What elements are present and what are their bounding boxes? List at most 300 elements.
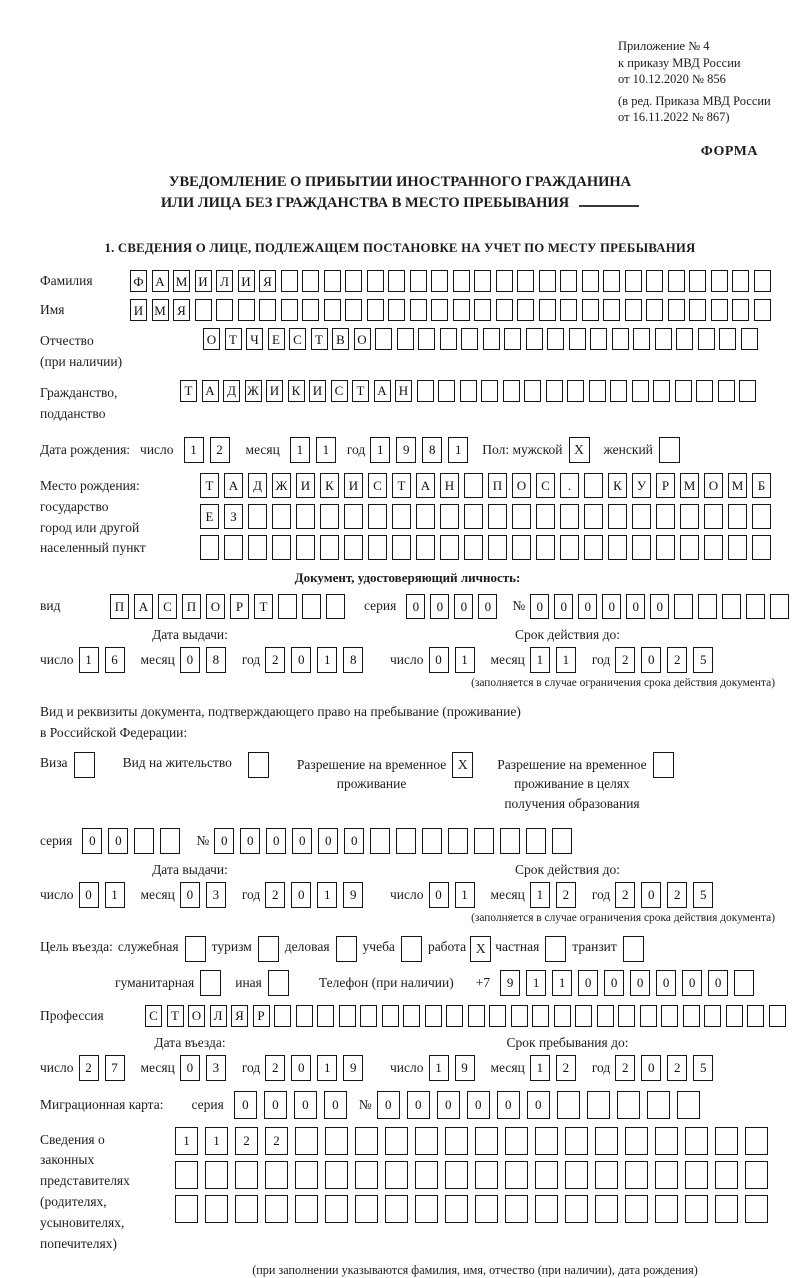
char-cell[interactable]: Ж <box>245 380 262 402</box>
char-cell[interactable] <box>295 1127 318 1155</box>
char-cell[interactable] <box>734 970 754 996</box>
char-cell[interactable] <box>696 380 713 402</box>
char-cell[interactable]: З <box>224 504 243 529</box>
char-cell[interactable]: Я <box>173 299 190 321</box>
char-cell[interactable]: 7 <box>105 1055 125 1081</box>
char-cell[interactable] <box>468 1005 485 1027</box>
char-cell[interactable] <box>418 328 435 350</box>
char-cell[interactable] <box>274 1005 291 1027</box>
purpose-business-trip-checkbox[interactable] <box>185 936 206 962</box>
char-cell[interactable] <box>711 299 728 321</box>
char-cell[interactable] <box>339 1005 356 1027</box>
char-cell[interactable] <box>526 328 543 350</box>
char-cell[interactable]: Л <box>210 1005 227 1027</box>
char-cell[interactable]: 2 <box>210 437 230 463</box>
char-cell[interactable] <box>698 328 715 350</box>
char-cell[interactable] <box>500 828 520 854</box>
char-cell[interactable] <box>431 299 448 321</box>
char-cell[interactable]: П <box>488 473 507 498</box>
char-cell[interactable] <box>385 1195 408 1223</box>
char-cell[interactable]: 0 <box>407 1091 430 1119</box>
char-cell[interactable] <box>416 504 435 529</box>
char-cell[interactable] <box>224 535 243 560</box>
char-cell[interactable] <box>344 535 363 560</box>
char-cell[interactable] <box>397 328 414 350</box>
char-cell[interactable] <box>445 1161 468 1189</box>
char-cell[interactable] <box>633 328 650 350</box>
char-cell[interactable] <box>496 299 513 321</box>
char-cell[interactable]: Е <box>200 504 219 529</box>
char-cell[interactable] <box>535 1127 558 1155</box>
char-cell[interactable]: 0 <box>324 1091 347 1119</box>
char-cell[interactable]: 0 <box>604 970 624 996</box>
char-cell[interactable]: 2 <box>79 1055 99 1081</box>
char-cell[interactable]: 2 <box>265 647 285 673</box>
char-cell[interactable]: 0 <box>266 828 286 854</box>
char-cell[interactable]: 1 <box>316 437 336 463</box>
char-cell[interactable] <box>504 328 521 350</box>
char-cell[interactable]: 0 <box>641 882 661 908</box>
char-cell[interactable]: 0 <box>478 594 497 619</box>
char-cell[interactable] <box>512 535 531 560</box>
char-cell[interactable]: 1 <box>79 647 99 673</box>
char-cell[interactable] <box>617 1091 640 1119</box>
char-cell[interactable] <box>674 594 693 619</box>
char-cell[interactable] <box>367 299 384 321</box>
char-cell[interactable]: 0 <box>291 1055 311 1081</box>
char-cell[interactable] <box>238 299 255 321</box>
char-cell[interactable]: 5 <box>693 882 713 908</box>
char-cell[interactable] <box>324 270 341 292</box>
char-cell[interactable] <box>632 504 651 529</box>
char-cell[interactable]: Ж <box>272 473 291 498</box>
char-cell[interactable] <box>302 594 321 619</box>
char-cell[interactable] <box>704 1005 721 1027</box>
purpose-work-checkbox[interactable]: X <box>470 936 491 962</box>
char-cell[interactable]: 1 <box>370 437 390 463</box>
char-cell[interactable] <box>453 299 470 321</box>
char-cell[interactable] <box>474 299 491 321</box>
char-cell[interactable] <box>134 828 154 854</box>
char-cell[interactable] <box>517 270 534 292</box>
char-cell[interactable]: 1 <box>552 970 572 996</box>
char-cell[interactable] <box>422 828 442 854</box>
char-cell[interactable] <box>410 299 427 321</box>
char-cell[interactable]: И <box>195 270 212 292</box>
char-cell[interactable]: Ф <box>130 270 147 292</box>
char-cell[interactable] <box>595 1195 618 1223</box>
char-cell[interactable]: П <box>110 594 129 619</box>
char-cell[interactable]: М <box>152 299 169 321</box>
char-cell[interactable] <box>715 1127 738 1155</box>
char-cell[interactable] <box>205 1161 228 1189</box>
char-cell[interactable]: 1 <box>530 1055 550 1081</box>
char-cell[interactable] <box>281 270 298 292</box>
char-cell[interactable]: Р <box>656 473 675 498</box>
char-cell[interactable]: 2 <box>265 882 285 908</box>
char-cell[interactable] <box>698 594 717 619</box>
char-cell[interactable] <box>554 1005 571 1027</box>
char-cell[interactable] <box>769 1005 786 1027</box>
char-cell[interactable] <box>711 270 728 292</box>
purpose-other-checkbox[interactable] <box>268 970 289 996</box>
char-cell[interactable] <box>661 1005 678 1027</box>
char-cell[interactable]: 0 <box>430 594 449 619</box>
char-cell[interactable] <box>368 504 387 529</box>
char-cell[interactable] <box>440 504 459 529</box>
char-cell[interactable] <box>295 1195 318 1223</box>
char-cell[interactable] <box>752 535 771 560</box>
char-cell[interactable] <box>235 1195 258 1223</box>
char-cell[interactable] <box>535 1161 558 1189</box>
char-cell[interactable]: 0 <box>294 1091 317 1119</box>
char-cell[interactable] <box>677 1091 700 1119</box>
char-cell[interactable]: 3 <box>206 1055 226 1081</box>
char-cell[interactable]: Л <box>216 270 233 292</box>
char-cell[interactable] <box>385 1127 408 1155</box>
char-cell[interactable] <box>646 270 663 292</box>
char-cell[interactable]: 0 <box>626 594 645 619</box>
char-cell[interactable]: 1 <box>530 882 550 908</box>
char-cell[interactable] <box>517 299 534 321</box>
char-cell[interactable] <box>539 270 556 292</box>
char-cell[interactable] <box>747 1005 764 1027</box>
char-cell[interactable] <box>325 1195 348 1223</box>
residence-permit-checkbox[interactable] <box>248 752 269 778</box>
char-cell[interactable] <box>488 504 507 529</box>
char-cell[interactable] <box>754 299 771 321</box>
char-cell[interactable]: Д <box>248 473 267 498</box>
char-cell[interactable] <box>560 299 577 321</box>
char-cell[interactable] <box>440 535 459 560</box>
char-cell[interactable]: О <box>512 473 531 498</box>
char-cell[interactable] <box>295 1161 318 1189</box>
char-cell[interactable]: С <box>331 380 348 402</box>
char-cell[interactable] <box>597 1005 614 1027</box>
char-cell[interactable]: 8 <box>343 647 363 673</box>
char-cell[interactable] <box>345 299 362 321</box>
char-cell[interactable]: 9 <box>455 1055 475 1081</box>
char-cell[interactable]: А <box>416 473 435 498</box>
char-cell[interactable] <box>496 270 513 292</box>
char-cell[interactable]: А <box>374 380 391 402</box>
char-cell[interactable] <box>368 535 387 560</box>
char-cell[interactable] <box>392 504 411 529</box>
char-cell[interactable] <box>608 535 627 560</box>
char-cell[interactable] <box>475 1127 498 1155</box>
char-cell[interactable] <box>718 380 735 402</box>
char-cell[interactable]: 0 <box>641 647 661 673</box>
char-cell[interactable]: 5 <box>693 1055 713 1081</box>
char-cell[interactable] <box>445 1195 468 1223</box>
char-cell[interactable] <box>505 1195 528 1223</box>
char-cell[interactable]: 1 <box>429 1055 449 1081</box>
char-cell[interactable] <box>296 1005 313 1027</box>
char-cell[interactable] <box>345 270 362 292</box>
char-cell[interactable] <box>474 270 491 292</box>
char-cell[interactable]: 2 <box>667 1055 687 1081</box>
char-cell[interactable] <box>445 1127 468 1155</box>
char-cell[interactable] <box>668 270 685 292</box>
char-cell[interactable]: О <box>203 328 220 350</box>
char-cell[interactable] <box>752 504 771 529</box>
char-cell[interactable] <box>595 1127 618 1155</box>
char-cell[interactable] <box>595 1161 618 1189</box>
char-cell[interactable] <box>582 270 599 292</box>
char-cell[interactable] <box>272 504 291 529</box>
purpose-business-checkbox[interactable] <box>336 936 357 962</box>
char-cell[interactable] <box>732 299 749 321</box>
char-cell[interactable]: 0 <box>180 882 200 908</box>
char-cell[interactable]: 0 <box>234 1091 257 1119</box>
char-cell[interactable] <box>382 1005 399 1027</box>
char-cell[interactable]: С <box>145 1005 162 1027</box>
char-cell[interactable] <box>547 328 564 350</box>
char-cell[interactable] <box>265 1161 288 1189</box>
char-cell[interactable] <box>625 1195 648 1223</box>
char-cell[interactable]: 0 <box>602 594 621 619</box>
char-cell[interactable] <box>320 535 339 560</box>
char-cell[interactable] <box>302 299 319 321</box>
char-cell[interactable] <box>722 594 741 619</box>
char-cell[interactable] <box>296 504 315 529</box>
char-cell[interactable]: Я <box>231 1005 248 1027</box>
char-cell[interactable]: 2 <box>235 1127 258 1155</box>
char-cell[interactable]: И <box>130 299 147 321</box>
char-cell[interactable] <box>653 380 670 402</box>
purpose-tourism-checkbox[interactable] <box>258 936 279 962</box>
char-cell[interactable] <box>745 1127 768 1155</box>
purpose-humanitarian-checkbox[interactable] <box>200 970 221 996</box>
char-cell[interactable]: 1 <box>530 647 550 673</box>
sex-female-checkbox[interactable] <box>659 437 680 463</box>
char-cell[interactable] <box>655 328 672 350</box>
char-cell[interactable]: П <box>182 594 201 619</box>
char-cell[interactable] <box>265 1195 288 1223</box>
char-cell[interactable] <box>565 1161 588 1189</box>
char-cell[interactable]: С <box>536 473 555 498</box>
char-cell[interactable] <box>410 270 427 292</box>
char-cell[interactable]: 9 <box>343 882 363 908</box>
char-cell[interactable]: Е <box>268 328 285 350</box>
char-cell[interactable]: 2 <box>556 882 576 908</box>
char-cell[interactable] <box>754 270 771 292</box>
char-cell[interactable]: 0 <box>429 647 449 673</box>
char-cell[interactable] <box>474 828 494 854</box>
char-cell[interactable]: 0 <box>108 828 128 854</box>
char-cell[interactable] <box>655 1195 678 1223</box>
char-cell[interactable]: 2 <box>667 647 687 673</box>
char-cell[interactable] <box>746 594 765 619</box>
char-cell[interactable]: 1 <box>175 1127 198 1155</box>
char-cell[interactable] <box>388 270 405 292</box>
char-cell[interactable] <box>584 473 603 498</box>
char-cell[interactable] <box>565 1127 588 1155</box>
char-cell[interactable] <box>584 504 603 529</box>
char-cell[interactable]: 0 <box>406 594 425 619</box>
char-cell[interactable]: М <box>728 473 747 498</box>
char-cell[interactable] <box>560 270 577 292</box>
char-cell[interactable] <box>655 1161 678 1189</box>
char-cell[interactable]: И <box>238 270 255 292</box>
char-cell[interactable]: Н <box>395 380 412 402</box>
char-cell[interactable]: Т <box>167 1005 184 1027</box>
sex-male-checkbox[interactable]: X <box>569 437 590 463</box>
char-cell[interactable]: 0 <box>630 970 650 996</box>
char-cell[interactable]: 5 <box>693 647 713 673</box>
char-cell[interactable] <box>392 535 411 560</box>
char-cell[interactable]: 0 <box>292 828 312 854</box>
char-cell[interactable] <box>475 1195 498 1223</box>
char-cell[interactable]: 0 <box>656 970 676 996</box>
char-cell[interactable] <box>464 504 483 529</box>
char-cell[interactable] <box>431 270 448 292</box>
char-cell[interactable] <box>526 828 546 854</box>
char-cell[interactable] <box>461 328 478 350</box>
char-cell[interactable] <box>325 1161 348 1189</box>
char-cell[interactable]: 0 <box>527 1091 550 1119</box>
char-cell[interactable]: 0 <box>240 828 260 854</box>
char-cell[interactable]: 8 <box>422 437 442 463</box>
char-cell[interactable] <box>589 380 606 402</box>
char-cell[interactable]: 3 <box>206 882 226 908</box>
char-cell[interactable] <box>739 380 756 402</box>
char-cell[interactable] <box>584 535 603 560</box>
char-cell[interactable] <box>370 828 390 854</box>
char-cell[interactable]: 1 <box>448 437 468 463</box>
char-cell[interactable]: Н <box>440 473 459 498</box>
char-cell[interactable]: О <box>206 594 225 619</box>
char-cell[interactable]: 0 <box>377 1091 400 1119</box>
char-cell[interactable] <box>656 504 675 529</box>
char-cell[interactable] <box>360 1005 377 1027</box>
char-cell[interactable] <box>532 1005 549 1027</box>
char-cell[interactable]: Т <box>180 380 197 402</box>
char-cell[interactable] <box>590 328 607 350</box>
char-cell[interactable] <box>715 1195 738 1223</box>
char-cell[interactable] <box>610 380 627 402</box>
temp-residence-edu-checkbox[interactable] <box>653 752 674 778</box>
char-cell[interactable] <box>603 299 620 321</box>
char-cell[interactable] <box>676 328 693 350</box>
char-cell[interactable]: О <box>354 328 371 350</box>
char-cell[interactable] <box>567 380 584 402</box>
char-cell[interactable]: 2 <box>615 1055 635 1081</box>
char-cell[interactable]: А <box>202 380 219 402</box>
char-cell[interactable] <box>546 380 563 402</box>
char-cell[interactable]: 2 <box>667 882 687 908</box>
char-cell[interactable]: 0 <box>79 882 99 908</box>
char-cell[interactable] <box>612 328 629 350</box>
char-cell[interactable]: Т <box>352 380 369 402</box>
char-cell[interactable] <box>685 1195 708 1223</box>
char-cell[interactable] <box>732 270 749 292</box>
char-cell[interactable] <box>741 328 758 350</box>
char-cell[interactable]: Т <box>392 473 411 498</box>
char-cell[interactable] <box>205 1195 228 1223</box>
char-cell[interactable] <box>415 1161 438 1189</box>
char-cell[interactable]: И <box>344 473 363 498</box>
char-cell[interactable]: Б <box>752 473 771 498</box>
temp-residence-checkbox[interactable]: X <box>452 752 473 778</box>
char-cell[interactable] <box>655 1127 678 1155</box>
char-cell[interactable] <box>608 504 627 529</box>
char-cell[interactable] <box>375 328 392 350</box>
visa-checkbox[interactable] <box>74 752 95 778</box>
char-cell[interactable] <box>745 1161 768 1189</box>
char-cell[interactable] <box>675 380 692 402</box>
char-cell[interactable] <box>745 1195 768 1223</box>
char-cell[interactable] <box>647 1091 670 1119</box>
char-cell[interactable]: 1 <box>455 647 475 673</box>
char-cell[interactable] <box>324 299 341 321</box>
char-cell[interactable] <box>625 270 642 292</box>
char-cell[interactable]: А <box>152 270 169 292</box>
char-cell[interactable] <box>320 504 339 529</box>
char-cell[interactable]: 0 <box>344 828 364 854</box>
char-cell[interactable] <box>344 504 363 529</box>
char-cell[interactable]: 2 <box>556 1055 576 1081</box>
char-cell[interactable]: 0 <box>554 594 573 619</box>
char-cell[interactable]: 8 <box>206 647 226 673</box>
char-cell[interactable]: К <box>320 473 339 498</box>
char-cell[interactable] <box>415 1127 438 1155</box>
char-cell[interactable]: Т <box>225 328 242 350</box>
char-cell[interactable]: 2 <box>615 882 635 908</box>
char-cell[interactable]: 1 <box>290 437 310 463</box>
char-cell[interactable]: 1 <box>105 882 125 908</box>
char-cell[interactable]: А <box>134 594 153 619</box>
char-cell[interactable] <box>503 380 520 402</box>
char-cell[interactable] <box>416 535 435 560</box>
char-cell[interactable]: 2 <box>265 1127 288 1155</box>
char-cell[interactable] <box>625 1127 648 1155</box>
char-cell[interactable] <box>367 270 384 292</box>
char-cell[interactable] <box>235 1161 258 1189</box>
char-cell[interactable] <box>464 473 483 498</box>
char-cell[interactable] <box>272 535 291 560</box>
char-cell[interactable]: 0 <box>437 1091 460 1119</box>
char-cell[interactable]: 2 <box>615 647 635 673</box>
char-cell[interactable]: 2 <box>265 1055 285 1081</box>
char-cell[interactable]: К <box>608 473 627 498</box>
char-cell[interactable] <box>680 504 699 529</box>
char-cell[interactable]: 1 <box>205 1127 228 1155</box>
char-cell[interactable]: 1 <box>317 647 337 673</box>
char-cell[interactable] <box>565 1195 588 1223</box>
purpose-private-checkbox[interactable] <box>545 936 566 962</box>
char-cell[interactable] <box>505 1127 528 1155</box>
char-cell[interactable] <box>460 380 477 402</box>
char-cell[interactable] <box>511 1005 528 1027</box>
char-cell[interactable] <box>326 594 345 619</box>
char-cell[interactable]: И <box>266 380 283 402</box>
char-cell[interactable] <box>603 270 620 292</box>
char-cell[interactable] <box>587 1091 610 1119</box>
char-cell[interactable] <box>535 1195 558 1223</box>
char-cell[interactable] <box>248 504 267 529</box>
char-cell[interactable] <box>728 535 747 560</box>
char-cell[interactable] <box>656 535 675 560</box>
char-cell[interactable] <box>625 299 642 321</box>
char-cell[interactable] <box>440 328 457 350</box>
char-cell[interactable]: 0 <box>530 594 549 619</box>
char-cell[interactable] <box>317 1005 334 1027</box>
char-cell[interactable]: 0 <box>497 1091 520 1119</box>
char-cell[interactable]: К <box>288 380 305 402</box>
char-cell[interactable]: Т <box>200 473 219 498</box>
char-cell[interactable]: 0 <box>467 1091 490 1119</box>
